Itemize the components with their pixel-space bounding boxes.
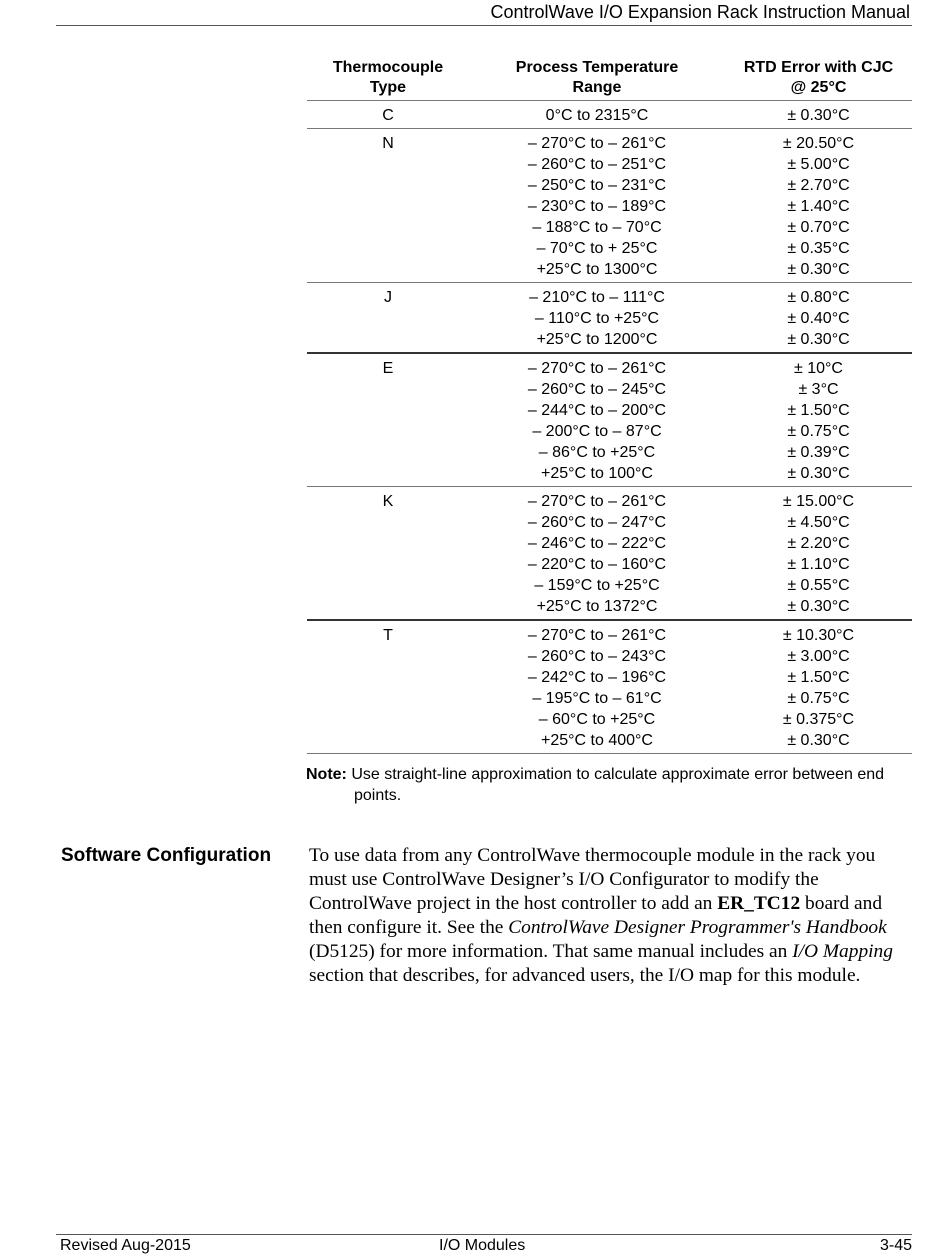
rtd-error-value: ± 0.75°C [787,423,850,440]
rtd-error-value: ± 1.50°C [787,669,850,686]
temperature-range: +25°C to 400°C [541,732,653,749]
temperature-range: +25°C to 1372°C [536,598,658,615]
temperature-range-cell [469,487,725,621]
column-header-type: Thermocouple Type [307,58,469,101]
note-label: Note: [306,766,347,783]
table-row [307,101,912,129]
rtd-error-value: ± 0.35°C [787,240,850,257]
rtd-error-value: ± 1.50°C [787,402,850,419]
io-mapping-section: I/O Mapping [792,941,893,962]
column-header-error: RTD Error with CJC @ 25°C [725,58,912,101]
rtd-error-value: ± 2.70°C [787,177,850,194]
temperature-range-cell [469,353,725,487]
rtd-error-value: ± 0.30°C [787,732,850,749]
temperature-range: – 270°C to – 261°C [527,493,667,510]
header-title: ControlWave I/O Expansion Rack Instruction Manual [490,2,910,22]
column-header-range: Process Temperature Range [469,58,725,101]
thermocouple-type-cell: N [307,129,469,283]
temperature-range: – 86°C to +25°C [538,444,656,461]
rtd-error-value: ± 0.80°C [787,289,850,306]
thermocouple-error-table [307,58,912,754]
temperature-range: – 250°C to – 231°C [527,177,667,194]
temperature-range: 0°C to 2315°C [545,107,649,124]
rtd-error-value: ± 1.40°C [787,198,850,215]
temperature-range: +25°C to 1200°C [536,331,658,348]
rtd-error-cell [725,283,912,354]
temperature-range-cell [469,101,725,129]
rtd-error-value: ± 0.30°C [787,107,850,124]
table-header-row [307,58,912,101]
rtd-error-value: ± 3.00°C [787,648,850,665]
thermocouple-type-cell: T [307,620,469,754]
temperature-range: – 260°C to – 245°C [527,381,667,398]
temperature-range: – 200°C to – 87°C [532,423,662,440]
temperature-range: +25°C to 1300°C [536,261,658,278]
rtd-error-value: ± 4.50°C [787,514,850,531]
handbook-title: ControlWave Designer Programmer's Handbook [508,917,887,938]
table-row [307,487,912,621]
rtd-error-value: ± 0.75°C [787,690,850,707]
temperature-range: – 159°C to +25°C [534,577,660,594]
section-heading: Software Configuration [61,845,272,866]
temperature-range: – 70°C to + 25°C [536,240,658,257]
temperature-range: – 270°C to – 261°C [527,360,667,377]
temperature-range: – 246°C to – 222°C [527,535,667,552]
rtd-error-value: ± 3°C [798,381,839,398]
rtd-error-value: ± 10°C [794,360,843,377]
temperature-range: – 60°C to +25°C [538,711,656,728]
thermocouple-type-cell: J [307,283,469,354]
rtd-error-value: ± 0.30°C [787,465,850,482]
rtd-error-value: ± 0.30°C [787,598,850,615]
rtd-error-value: ± 15.00°C [782,493,855,510]
temperature-range: – 260°C to – 243°C [527,648,667,665]
temperature-range: – 210°C to – 111°C [529,289,665,306]
rtd-error-value: ± 0.30°C [787,261,850,278]
temperature-range: +25°C to 100°C [541,465,653,482]
header-divider [56,25,912,26]
table-row [307,353,912,487]
thermocouple-type-cell: E [307,353,469,487]
temperature-range: – 220°C to – 160°C [527,556,667,573]
rtd-error-cell [725,129,912,283]
temperature-range: – 230°C to – 189°C [527,198,667,215]
temperature-range: – 260°C to – 251°C [527,156,667,173]
temperature-range: – 242°C to – 196°C [527,669,667,686]
footer-page-number: 3-45 [879,1237,912,1254]
rtd-error-value: ± 0.39°C [787,444,850,461]
rtd-error-value: ± 20.50°C [782,135,855,152]
rtd-error-value: ± 0.55°C [787,577,850,594]
rtd-error-value: ± 0.375°C [782,711,855,728]
rtd-error-value: ± 1.10°C [787,556,850,573]
table-row [307,620,912,754]
thermocouple-type-cell: C [307,101,469,129]
note-text: Use straight-line approximation to calculate approximate error between end points. [346,766,885,804]
temperature-range: – 270°C to – 261°C [527,627,667,644]
rtd-error-cell [725,353,912,487]
thermocouple-type-cell: K [307,487,469,621]
temperature-range-cell [469,620,725,754]
rtd-error-cell [725,101,912,129]
footer-chapter: I/O Modules [439,1237,526,1254]
temperature-range: – 244°C to – 200°C [527,402,667,419]
rtd-error-value: ± 0.70°C [787,219,850,236]
temperature-range: – 260°C to – 247°C [527,514,667,531]
temperature-range-cell [469,283,725,354]
temperature-range: – 195°C to – 61°C [532,690,662,707]
footer-revision: Revised Aug-2015 [60,1237,191,1254]
temperature-range: – 110°C to +25°C [534,310,660,327]
rtd-error-value: ± 10.30°C [782,627,855,644]
rtd-error-value: ± 0.40°C [787,310,850,327]
rtd-error-cell [725,487,912,621]
board-name: ER_TC12 [717,893,801,914]
rtd-error-value: ± 5.00°C [787,156,850,173]
table-body [307,101,912,754]
table-row [307,283,912,354]
temperature-range: – 188°C to – 70°C [532,219,662,236]
table-row [307,129,912,283]
footer-divider [56,1234,912,1235]
rtd-error-value: ± 2.20°C [787,535,850,552]
temperature-range-cell [469,129,725,283]
rtd-error-value: ± 0.30°C [787,331,850,348]
section-body: To use data from any ControlWave thermocouple module in the rack you must use ControlWave Designer’s I/O Configurator to modify the ControlWave project in the host controller to add an ER_TC12 board and then configure it. See the ControlWave Designer Programmer's Handbook (D5125) for more information. That same manual includes an I/O Mapping section that describes, for advanced users, the I/O map for this module. [309,845,893,986]
rtd-error-cell [725,620,912,754]
table-note [306,764,911,806]
temperature-range: – 270°C to – 261°C [527,135,667,152]
